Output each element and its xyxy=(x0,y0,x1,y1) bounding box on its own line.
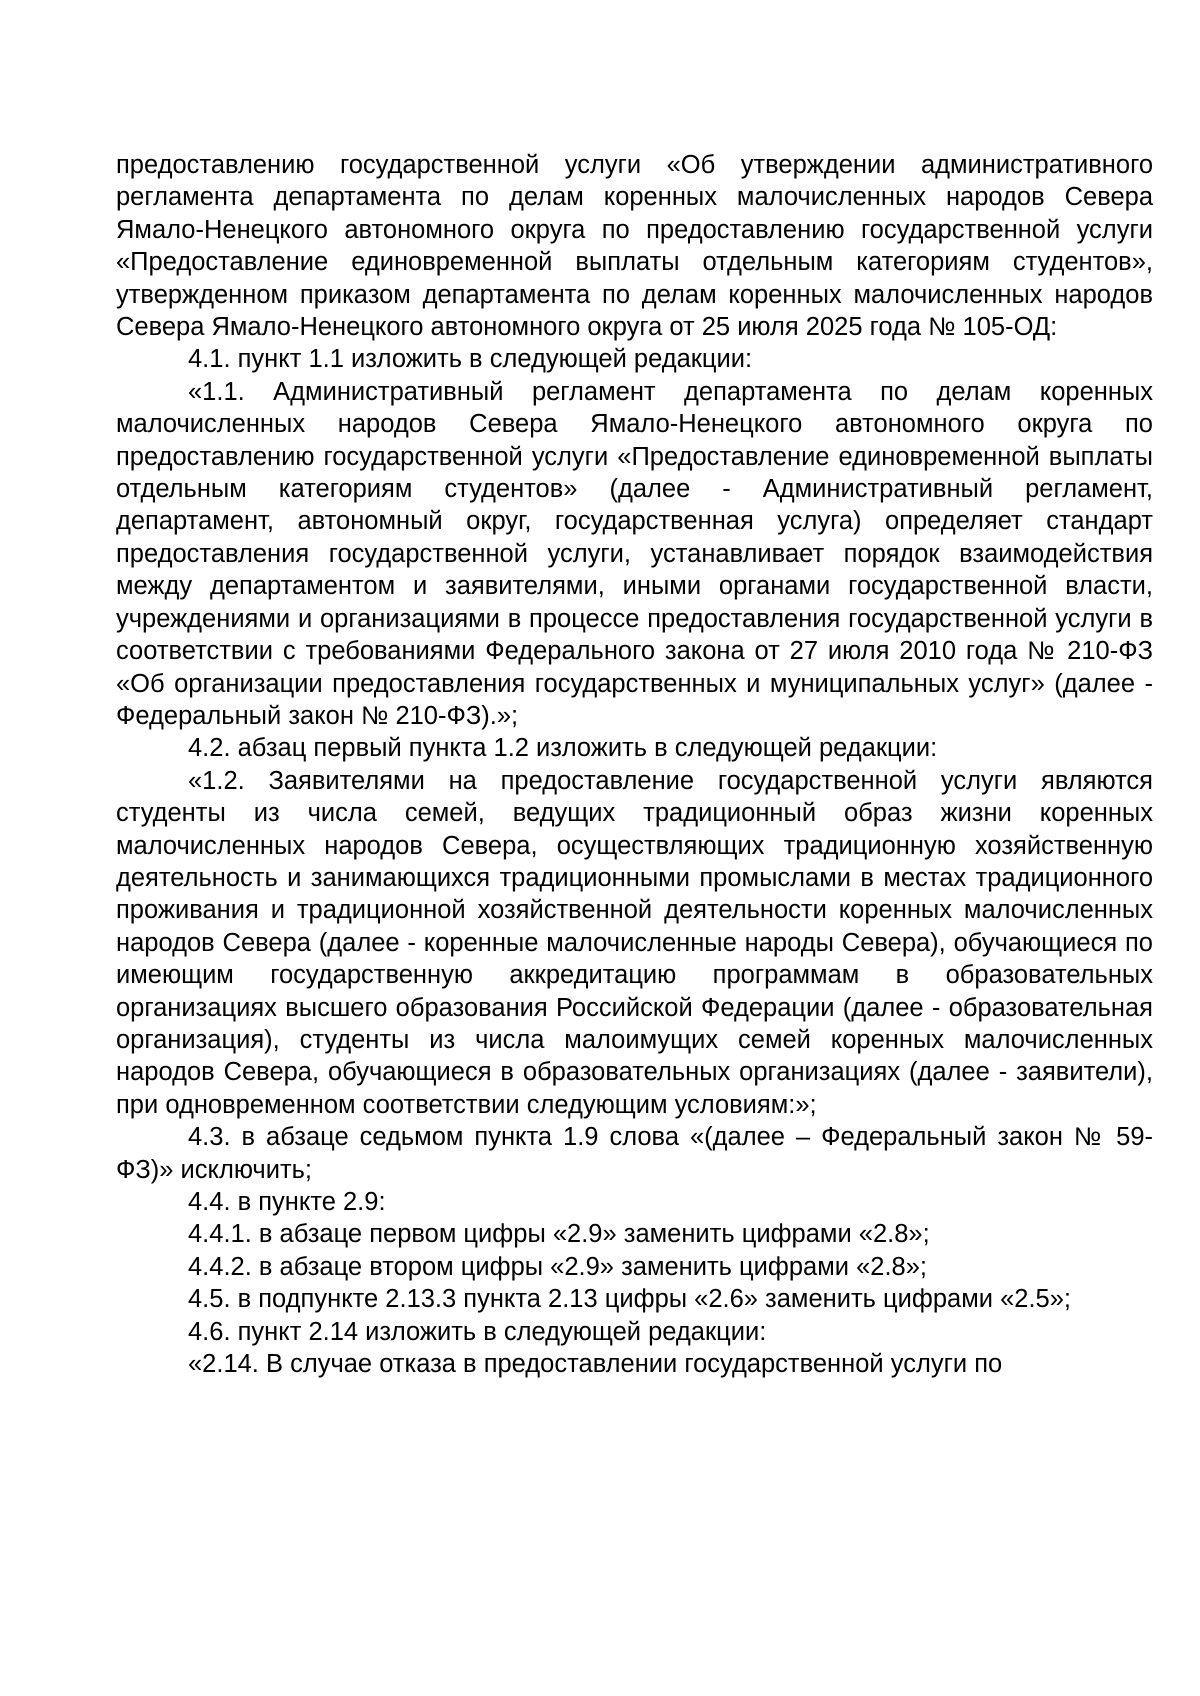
paragraph-4-1: 4.1. пункт 1.1 изложить в следующей редакции: xyxy=(188,345,753,374)
paragraph-1-1-text: «1.1. Административный регламент департамента по делам коренных малочисленных народов Севера Ямало-Ненецкого автономного округа по предоставлению государственной услуги «Предоставление единовременной выплаты отдельным категориям студентов» (далее - Административный регламент, департамент, автономный округ, государственная услуга) определяет стандарт предоставления государственной услуги, устанавливает порядок взаимодействия между департаментом и заявителями, иными органами государственной власти, учреждениями и организациями в процессе предоставления государственной услуги в соответствии с требованиями Федерального закона от 27 июля 2010 года № 210-ФЗ «Об организации предоставления государственных и муниципальных услуг» (далее - Федеральный закон № 210-ФЗ).»; xyxy=(116,377,1153,730)
paragraph-4-3: 4.3. в абзаце седьмом пункта 1.9 слова «(далее – Федеральный закон № 59-ФЗ)» исключить; xyxy=(116,1123,1153,1184)
paragraph-4-4-2: 4.4.2. в абзаце втором цифры «2.9» заменить цифрами «2.8»; xyxy=(188,1252,927,1281)
document-body xyxy=(116,149,1153,1380)
paragraph-2-14-text: «2.14. В случае отказа в предоставлении государственной услуги по xyxy=(188,1350,1003,1379)
paragraph-4-4: 4.4. в пункте 2.9: xyxy=(188,1188,386,1216)
paragraph-4-5: 4.5. в подпункте 2.13.3 пункта 2.13 цифры «2.6» заменить цифрами «2.5»; xyxy=(188,1285,1071,1314)
paragraph-4-4-1: 4.4.1. в абзаце первом цифры «2.9» заменить цифрами «2.8»; xyxy=(188,1220,930,1249)
paragraph-4-2: 4.2. абзац первый пункта 1.2 изложить в следующей редакции: xyxy=(188,734,938,763)
paragraph-1-2-text: «1.2. Заявителями на предоставление государственной услуги являются студенты из числа семей, ведущих традиционный образ жизни коренных малочисленных народов Севера, осуществляющих традиционную хозяйственную деятельность и занимающихся традиционными промыслами в местах традиционного проживания и традиционной хозяйственной деятельности коренных малочисленных народов Севера (далее - коренные малочисленные народы Севера), обучающиеся по имеющим государственную аккредитацию программам в образовательных организациях высшего образования Российской Федерации (далее - образовательная организация), студенты из числа малоимущих семей коренных малочисленных народов Севера, обучающиеся в образовательных организациях (далее - заявители), при одновременном соответствии следующим условиям:»; xyxy=(116,766,1153,1119)
paragraph-4-6: 4.6. пункт 2.14 изложить в следующей редакции: xyxy=(188,1317,767,1346)
paragraph-intro: предоставлению государственной услуги «Об утверждении административного регламента департамента по делам коренных малочисленных народов Севера Ямало-Ненецкого автономного округа по предоставлению государственной услуги «Предоставление единовременной выплаты отдельным категориям студентов», утвержденном приказом департамента по делам коренных малочисленных народов Севера Ямало-Ненецкого автономного округа от 25 июля 2025 года № 105-ОД: xyxy=(116,151,1153,342)
